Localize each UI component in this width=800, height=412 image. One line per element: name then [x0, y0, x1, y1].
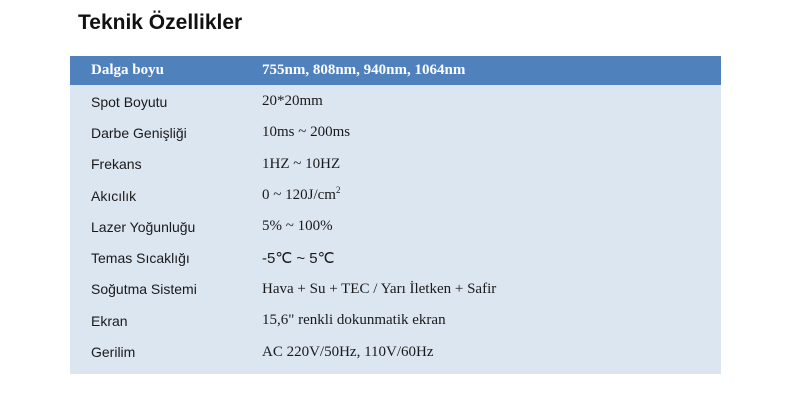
row-value: -5℃ ~ 5℃: [262, 250, 335, 268]
page-title: Teknik Özellikler: [78, 11, 243, 34]
row-value: [250, 187, 721, 204]
table-row: [70, 149, 721, 180]
header-label: Dalga boyu: [91, 62, 164, 78]
row-label: Darbe Genişliği: [91, 124, 187, 141]
table-row: [70, 336, 721, 367]
row-value: 1HZ ~ 10HZ: [262, 155, 341, 172]
spec-table: [70, 56, 721, 374]
table-row: [70, 211, 721, 242]
row-value: AC 220V/50Hz, 110V/60Hz: [262, 343, 434, 360]
table-row: [70, 117, 721, 148]
row-label: Soğutma Sistemi: [91, 281, 197, 298]
row-value: 15,6" renkli dokunmatik ekran: [262, 312, 446, 329]
row-value-text: 0 ~ 120J/cm: [262, 187, 336, 204]
row-label: Gerilim: [91, 344, 136, 361]
table-row: [70, 274, 721, 305]
row-value: 20*20mm: [262, 93, 323, 110]
row-value: Hava + Su + TEC / Yarı İletken + Safir: [262, 280, 497, 297]
row-label: Spot Boyutu: [91, 93, 168, 110]
row-value: 10ms ~ 200ms: [262, 124, 351, 141]
table-row: [70, 242, 721, 273]
row-label: Lazer Yoğunluğu: [91, 218, 196, 235]
row-label: Akıcılık: [91, 187, 137, 204]
row-label: Temas Sıcaklığı: [91, 250, 190, 267]
row-label: Ekran: [91, 312, 128, 329]
table-row: [70, 305, 721, 336]
superscript-exponent: 2: [335, 185, 341, 196]
row-label: Frekans: [91, 156, 142, 173]
row-value: 5% ~ 100%: [262, 218, 333, 235]
table-row: [70, 180, 721, 211]
table-body: [70, 85, 721, 374]
table-header-row: [70, 56, 721, 85]
header-value: 755nm, 808nm, 940nm, 1064nm: [262, 62, 466, 78]
table-row: [70, 86, 721, 117]
